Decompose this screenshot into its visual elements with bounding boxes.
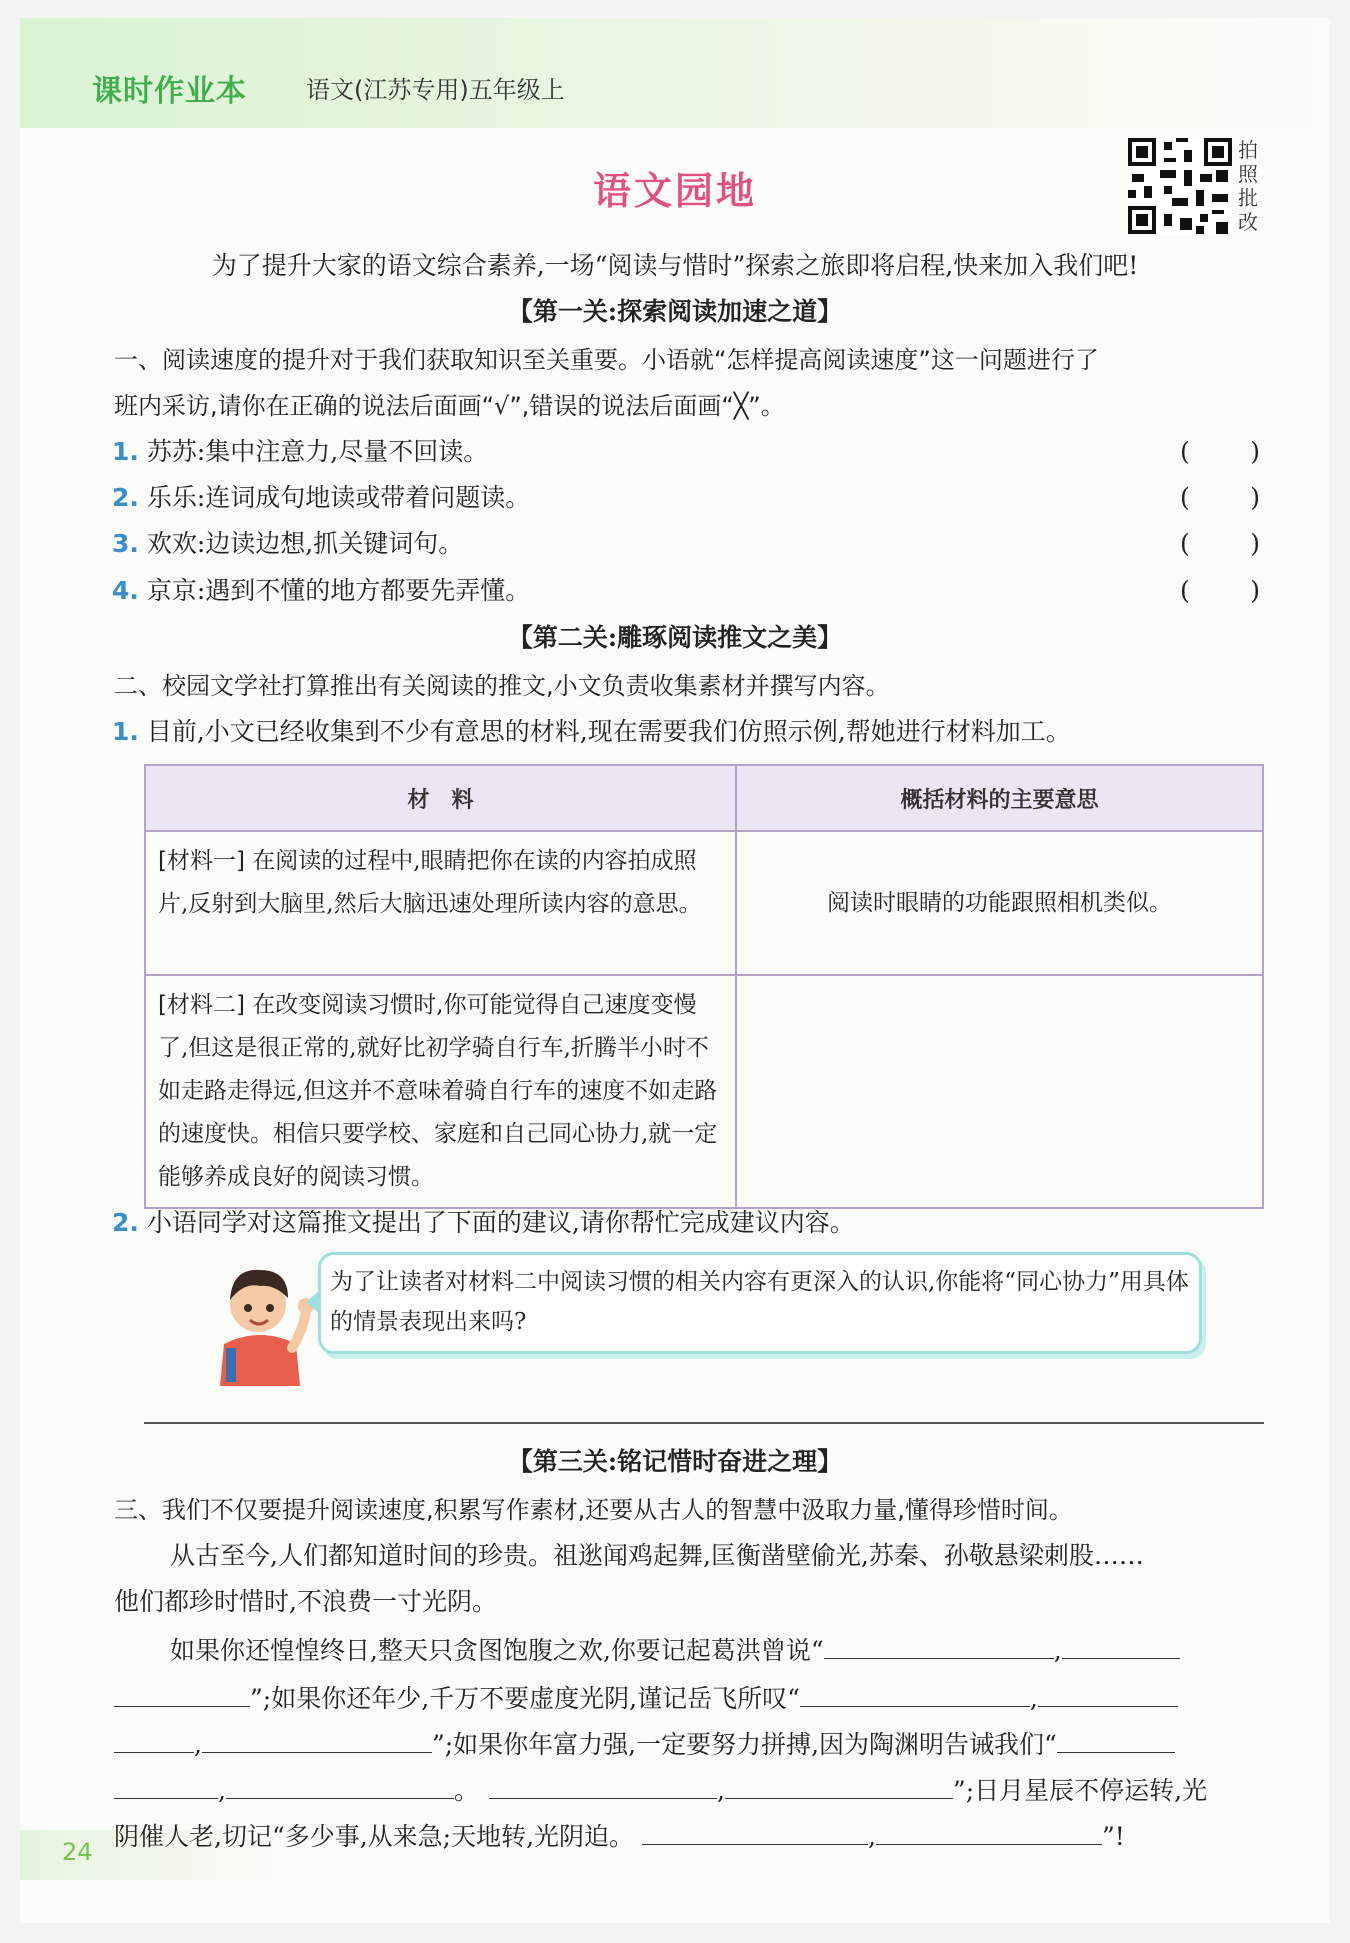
level1-heading: 【第一关:探索阅读加速之道】 bbox=[507, 297, 843, 326]
fill-blank[interactable] bbox=[226, 1772, 454, 1799]
column-header-material: 材 料 bbox=[145, 765, 736, 831]
comma: , bbox=[1029, 1684, 1038, 1713]
level1-item bbox=[112, 575, 530, 607]
level1-item bbox=[112, 436, 488, 468]
table-row bbox=[145, 831, 1263, 975]
paren-open: ( bbox=[1180, 483, 1190, 512]
comma: , bbox=[716, 1776, 725, 1805]
paren-open: ( bbox=[1180, 576, 1190, 605]
item-number: 1. bbox=[112, 437, 139, 466]
item-number: 2. bbox=[112, 1208, 139, 1237]
gist-cell: 阅读时眼睛的功能跟照相机类似。 bbox=[736, 831, 1263, 975]
item-text: 京京:遇到不懂的地方都要先弄懂。 bbox=[146, 576, 531, 605]
fill-blank[interactable] bbox=[1038, 1680, 1178, 1707]
paragraph2-line3 bbox=[114, 1726, 1175, 1761]
brand-title: 课时作业本 bbox=[92, 74, 247, 109]
page-number: 24 bbox=[62, 1838, 93, 1866]
level3-heading: 【第三关:铭记惜时奋进之理】 bbox=[507, 1447, 843, 1476]
paragraph1-line2: 他们都珍时惜时,不浪费一寸光阴。 bbox=[114, 1587, 497, 1616]
level2-heading: 【第二关:雕琢阅读推文之美】 bbox=[507, 623, 843, 652]
table-header-row bbox=[145, 765, 1263, 831]
fill-blank[interactable] bbox=[800, 1680, 1030, 1707]
fill-blank[interactable] bbox=[1057, 1726, 1175, 1753]
question1-line2: 班内采访,请你在正确的说法后面画“√”,错误的说法后面画“╳”。 bbox=[114, 392, 785, 420]
qr-code-graphic bbox=[1128, 138, 1232, 234]
item-text: 目前,小文已经收集到不少有意思的材料,现在需要我们仿照示例,帮她进行材料加工。 bbox=[146, 717, 1071, 746]
question1-line1: 一、阅读速度的提升对于我们获取知识至关重要。小语就“怎样提高阅读速度”这一问题进行了 bbox=[114, 346, 1099, 374]
fill-blank[interactable] bbox=[642, 1818, 868, 1845]
item-text: 小语同学对这篇推文提出了下面的建议,请你帮忙完成建议内容。 bbox=[146, 1208, 855, 1237]
paren-close: ) bbox=[1250, 529, 1260, 558]
fill-blank[interactable] bbox=[202, 1726, 432, 1753]
speech-bubble-text: 为了让读者对材料二中阅读习惯的相关内容有更深入的认识,你能将“同心协力”用具体的情景表现出来吗? bbox=[330, 1269, 1189, 1335]
material-text: 在阅读的过程中,眼睛把你在读的内容拍成照片,反射到大脑里,然后大脑迅速处理所读内容的意思。 bbox=[158, 848, 702, 917]
fill-blank[interactable] bbox=[489, 1772, 717, 1799]
paren-open: ( bbox=[1180, 529, 1190, 558]
question2: 二、校园文学社打算推出有关阅读的推文,小文负责收集素材并撰写内容。 bbox=[114, 672, 890, 700]
page-title: 语文园地 bbox=[592, 169, 757, 213]
column-header-gist: 概括材料的主要意思 bbox=[736, 765, 1263, 831]
material-label: [材料一] bbox=[158, 848, 245, 874]
answer-parens[interactable] bbox=[1180, 528, 1260, 560]
table-row bbox=[145, 975, 1263, 1208]
paren-open: ( bbox=[1180, 437, 1190, 466]
level1-item bbox=[112, 482, 530, 514]
fill-blank[interactable] bbox=[725, 1772, 953, 1799]
paren-close: ) bbox=[1250, 483, 1260, 512]
comma: , bbox=[1053, 1636, 1062, 1665]
question2-part1 bbox=[112, 716, 1071, 748]
comma: , bbox=[868, 1822, 876, 1851]
item-number: 3. bbox=[112, 529, 139, 558]
paragraph-text: ”;如果你年富力强,一定要努力拼搏,因为陶渊明告诫我们“ bbox=[431, 1730, 1057, 1759]
material-text: 在改变阅读习惯时,你可能觉得自己速度变慢了,但这是很正常的,就好比初学骑自行车,折腾半小时不如走路走得远,但这并不意味着骑自行车的速度不如走路的速度快。相信只要学校、家庭和自己同心协力,就一定能够养成良好的阅读习惯。 bbox=[158, 992, 718, 1190]
paragraph-text: ”;如果你还年少,千万不要虚度光阴,谨记岳飞所叹“ bbox=[250, 1684, 800, 1713]
fill-blank[interactable] bbox=[876, 1818, 1102, 1845]
paragraph2-line2 bbox=[114, 1680, 1178, 1715]
material-cell bbox=[145, 975, 736, 1208]
question2-part2 bbox=[112, 1207, 855, 1239]
answer-parens[interactable] bbox=[1180, 482, 1260, 514]
fill-blank[interactable] bbox=[114, 1726, 194, 1753]
paragraph2-line1 bbox=[170, 1632, 1180, 1667]
answer-line[interactable] bbox=[144, 1422, 1264, 1424]
period: 。 bbox=[453, 1776, 479, 1805]
material-table bbox=[144, 764, 1264, 1209]
answer-parens[interactable] bbox=[1180, 436, 1260, 468]
item-text: 苏苏:集中注意力,尽量不回读。 bbox=[146, 437, 489, 466]
paragraph-text: ”;日月星辰不停运转,光 bbox=[952, 1776, 1208, 1805]
comma: , bbox=[194, 1730, 202, 1759]
paragraph-text: 阴催人老,切记“多少事,从来急;天地转,光阴迫。 bbox=[114, 1822, 635, 1851]
item-number: 1. bbox=[112, 717, 139, 746]
paren-close: ) bbox=[1250, 437, 1260, 466]
paren-close: ) bbox=[1250, 576, 1260, 605]
qr-label: 拍照批改 bbox=[1238, 138, 1258, 234]
qr-code-icon[interactable] bbox=[1128, 138, 1232, 234]
paragraph2-line4 bbox=[114, 1772, 1207, 1807]
material-cell bbox=[145, 831, 736, 975]
fill-blank[interactable] bbox=[114, 1680, 250, 1707]
item-number: 4. bbox=[112, 576, 139, 605]
fill-blank[interactable] bbox=[824, 1632, 1054, 1659]
answer-parens[interactable] bbox=[1180, 575, 1260, 607]
fill-blank[interactable] bbox=[1062, 1632, 1180, 1659]
question3: 三、我们不仅要提升阅读速度,积累写作素材,还要从古人的智慧中汲取力量,懂得珍惜时间。 bbox=[114, 1496, 1073, 1524]
item-text: 欢欢:边读边想,抓关键词句。 bbox=[146, 529, 464, 558]
book-subtitle: 语文(江苏专用)五年级上 bbox=[306, 76, 565, 104]
comma: , bbox=[218, 1776, 226, 1805]
fill-blank[interactable] bbox=[114, 1772, 218, 1799]
item-number: 2. bbox=[112, 483, 139, 512]
paragraph-text: 如果你还惶惶终日,整天只贪图饱腹之欢,你要记起葛洪曾说“ bbox=[170, 1636, 824, 1665]
gist-answer-cell[interactable] bbox=[736, 975, 1263, 1208]
student-avatar bbox=[204, 1252, 316, 1386]
paragraph1-line1: 从古至今,人们都知道时间的珍贵。祖逖闻鸡起舞,匡衡凿壁偷光,苏秦、孙敬悬梁刺股…… bbox=[170, 1541, 1144, 1570]
paragraph2-line5 bbox=[114, 1818, 1125, 1853]
intro-text: 为了提升大家的语文综合素养,一场“阅读与惜时”探索之旅即将启程,快来加入我们吧! bbox=[211, 251, 1139, 280]
item-text: 乐乐:连词成句地读或带着问题读。 bbox=[146, 483, 531, 512]
paragraph-text: ”! bbox=[1102, 1822, 1125, 1851]
material-label: [材料二] bbox=[158, 992, 245, 1018]
level1-item bbox=[112, 528, 463, 560]
